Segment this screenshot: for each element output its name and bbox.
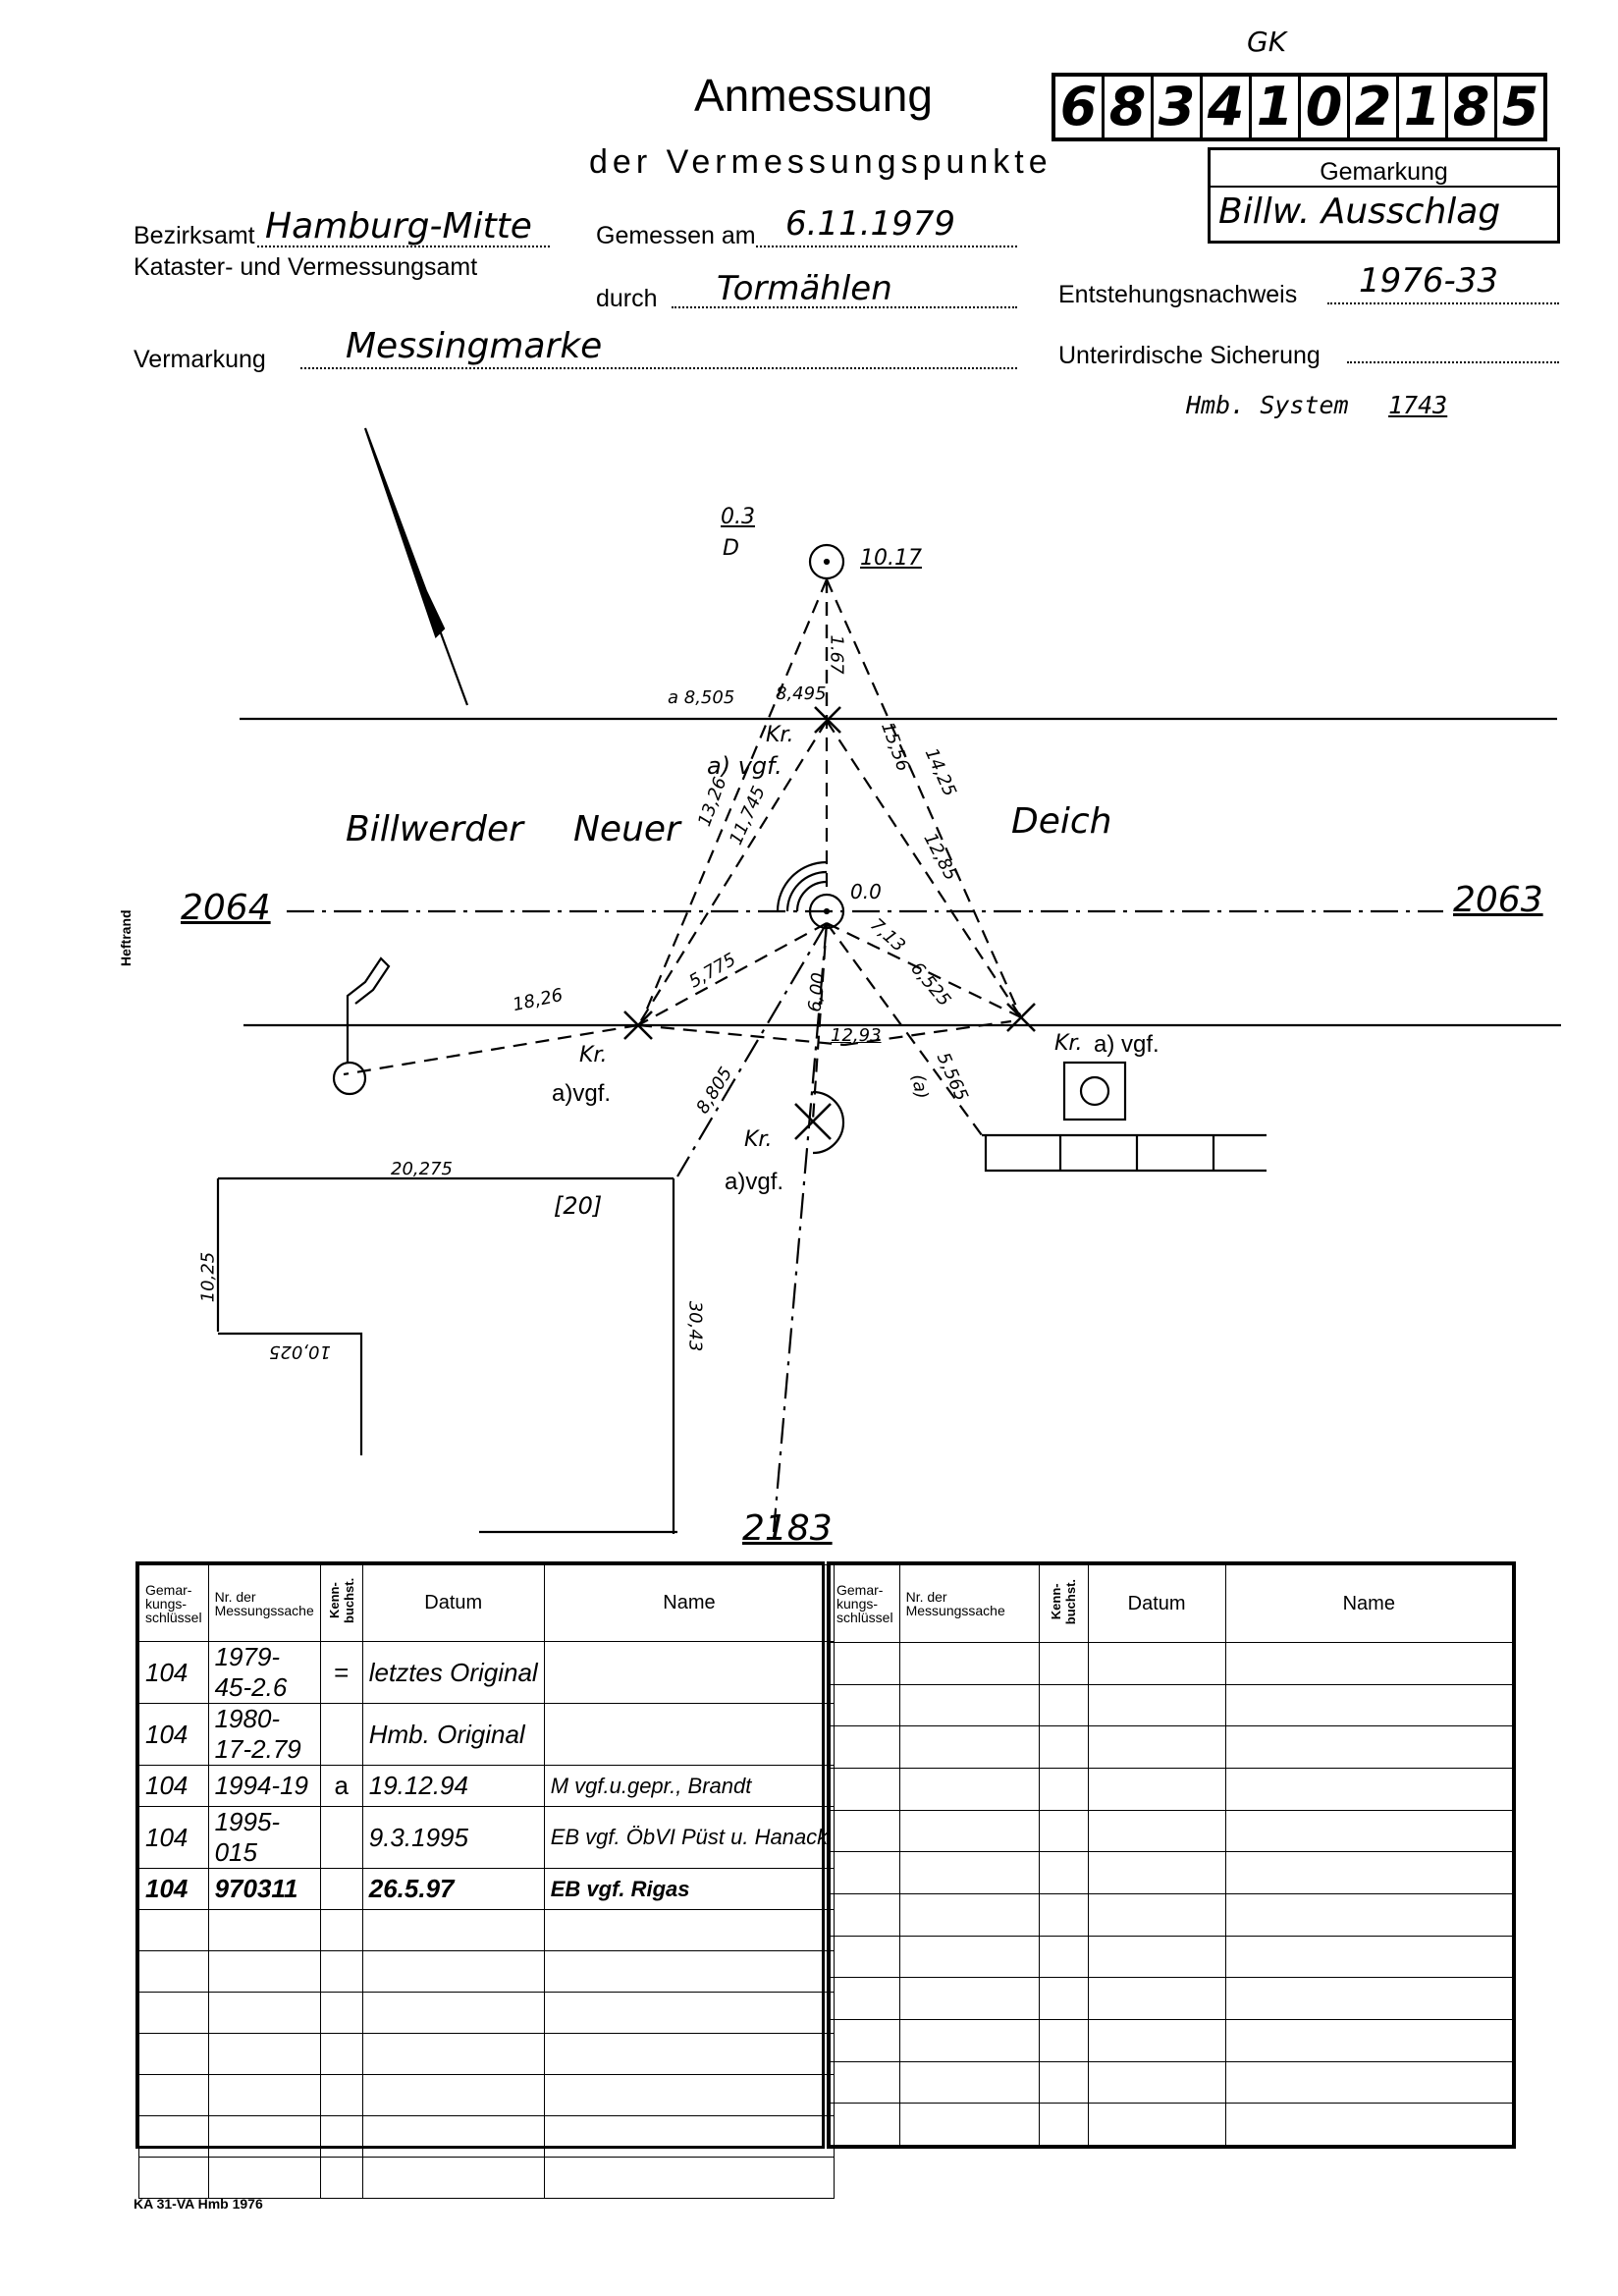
measurement: 18,26 — [511, 984, 566, 1016]
vermarkung-value: Messingmarke — [346, 326, 603, 366]
measurement: 30,43 — [684, 1300, 706, 1352]
table-cell: 1994-19 — [208, 1766, 320, 1807]
table-row — [139, 2158, 835, 2199]
table-row — [831, 2104, 1513, 2146]
table-cell: 104 — [139, 1766, 209, 1807]
table-cell: EB vgf. ÖbVI Püst u. Hanack — [544, 1807, 834, 1869]
col-header-name: Name — [1225, 1565, 1512, 1643]
table-row — [139, 1993, 835, 2034]
table-row — [831, 1978, 1513, 2020]
table-cell — [831, 2061, 900, 2104]
table-cell — [1225, 1684, 1512, 1726]
table-cell — [831, 1978, 900, 2020]
system-value: 1743 — [1388, 391, 1448, 419]
col-header-kennbuchst: Kenn- buchst. — [1039, 1565, 1088, 1643]
table-cell — [1088, 1684, 1225, 1726]
table-cell: 1979-45-2.6 — [208, 1642, 320, 1704]
table-cell — [1225, 1852, 1512, 1894]
table-cell — [831, 1769, 900, 1811]
table-cell — [1039, 2019, 1088, 2061]
table-cell — [139, 2116, 209, 2158]
page-subtitle: der Vermessungspunkte — [589, 143, 1052, 181]
measurement: 20,275 — [391, 1159, 453, 1179]
table-cell — [208, 1910, 320, 1951]
table-cell — [1225, 2104, 1512, 2146]
table-row — [139, 2116, 835, 2158]
table-cell — [139, 2158, 209, 2199]
table-cell — [1039, 1894, 1088, 1937]
table-cell — [899, 1810, 1039, 1852]
point-bottom: 2183 — [742, 1508, 833, 1549]
table-cell — [831, 1936, 900, 1978]
kr-label-bottom: Kr. — [744, 1127, 773, 1152]
col-header-datum: Datum — [362, 1565, 544, 1642]
table-cell — [899, 1978, 1039, 2020]
table-cell — [139, 2034, 209, 2075]
table-cell — [139, 2075, 209, 2116]
table-cell — [899, 1769, 1039, 1811]
table-cell — [362, 1910, 544, 1951]
table-cell — [1088, 1894, 1225, 1937]
measurement: 15,56 — [877, 719, 914, 775]
table-cell: 104 — [139, 1642, 209, 1704]
point-number-digit: 1 — [1252, 77, 1301, 137]
measurement: 6,525 — [906, 958, 955, 1011]
table-cell — [1039, 1643, 1088, 1685]
table-cell: 1980-17-2.79 — [208, 1704, 320, 1766]
table-row — [831, 2019, 1513, 2061]
entstehung-value: 1976-33 — [1359, 261, 1499, 301]
kr-label-top: Kr. — [766, 723, 794, 747]
table-cell — [320, 1993, 362, 2034]
gemarkung-label: Gemarkung — [1320, 158, 1448, 186]
table-cell — [320, 2034, 362, 2075]
table-cell — [544, 2034, 834, 2075]
gemessen-value: 6.11.1979 — [785, 204, 956, 244]
table-row — [139, 2075, 835, 2116]
kataster-label: Kataster- und Vermessungsamt — [134, 253, 478, 281]
table-cell — [544, 2116, 834, 2158]
side-label: Heftrand — [118, 909, 134, 966]
table-cell — [1088, 1726, 1225, 1769]
point-number-digit: 8 — [1105, 77, 1154, 137]
measurement: 6,00 — [804, 971, 830, 1013]
table-cell: 970311 — [208, 1869, 320, 1910]
table-cell — [320, 2158, 362, 2199]
table-cell — [899, 2104, 1039, 2146]
col-header-schluessel: Gemar- kungs- schlüssel — [831, 1565, 900, 1643]
table-cell — [1225, 1769, 1512, 1811]
table-cell — [320, 1869, 362, 1910]
table-cell: 19.12.94 — [362, 1766, 544, 1807]
col-header-name: Name — [544, 1565, 834, 1642]
col-header-kennbuchst: Kenn- buchst. — [320, 1565, 362, 1642]
table-row — [139, 1807, 835, 1869]
table-cell — [208, 2158, 320, 2199]
table-cell — [1225, 1936, 1512, 1978]
table-cell — [831, 2104, 900, 2146]
table-cell: a — [320, 1766, 362, 1807]
point-number-digit: 6 — [1055, 77, 1105, 137]
table-cell — [544, 1642, 834, 1704]
table-cell — [1088, 1936, 1225, 1978]
table-cell: EB vgf. Rigas — [544, 1869, 834, 1910]
table-cell — [1088, 2061, 1225, 2104]
table-cell — [320, 1951, 362, 1993]
measurement: 7,13 — [866, 914, 909, 957]
bezirksamt-label: Bezirksamt — [134, 222, 255, 249]
system-label: Hmb. System — [1186, 391, 1349, 419]
table-cell — [1039, 2061, 1088, 2104]
point-number-digit: 5 — [1501, 76, 1539, 137]
table-cell: = — [320, 1642, 362, 1704]
measurement: a 8,505 — [668, 687, 735, 708]
measurement: 12,85 — [919, 829, 962, 885]
table-row — [831, 1684, 1513, 1726]
point-number-digit: 2 — [1350, 77, 1399, 137]
table-cell — [1039, 1936, 1088, 1978]
table-cell — [899, 1684, 1039, 1726]
kr-label-right: Kr. — [1054, 1031, 1083, 1056]
center-value: 0.0 — [850, 880, 882, 903]
kr-label-left: Kr. — [579, 1043, 608, 1067]
street-name-mid: Neuer — [573, 809, 680, 849]
measurement: 14,25 — [920, 744, 960, 800]
table-cell — [1039, 1978, 1088, 2020]
measurement: 8,495 — [776, 683, 827, 704]
table-cell — [208, 2116, 320, 2158]
table-cell — [362, 2116, 544, 2158]
measurement: 10,025 — [269, 1341, 331, 1362]
table-cell — [831, 1894, 900, 1937]
table-cell — [831, 1726, 900, 1769]
table-cell — [362, 1951, 544, 1993]
gemessen-label: Gemessen am — [596, 222, 756, 249]
table-cell — [362, 2034, 544, 2075]
bracket-label: [20] — [554, 1192, 603, 1220]
measurement: 13,26 — [694, 774, 731, 830]
table-cell — [544, 1951, 834, 1993]
table-row — [139, 2034, 835, 2075]
table-cell — [208, 1951, 320, 1993]
table-cell — [1088, 2104, 1225, 2146]
table-cell — [139, 1910, 209, 1951]
north-arrow-icon — [365, 428, 467, 705]
table-cell — [320, 2075, 362, 2116]
entstehung-label: Entstehungsnachweis — [1058, 281, 1298, 308]
point-right: 2063 — [1453, 880, 1543, 920]
table-cell — [1225, 1978, 1512, 2020]
bezirksamt-value: Hamburg-Mitte — [265, 206, 532, 246]
table-cell — [208, 1993, 320, 2034]
table-cell — [1039, 1810, 1088, 1852]
form-code: KA 31-VA Hmb 1976 — [134, 2196, 263, 2212]
point-number-digit: 4 — [1203, 77, 1252, 137]
table-cell — [899, 1852, 1039, 1894]
table-cell — [1225, 1810, 1512, 1852]
ledger-left — [135, 1561, 829, 2149]
table-cell — [1088, 1643, 1225, 1685]
a-paren-label: (a) — [907, 1072, 933, 1101]
table-cell: 104 — [139, 1869, 209, 1910]
table-row — [139, 1951, 835, 1993]
table-cell — [1225, 1726, 1512, 1769]
table-cell — [362, 2158, 544, 2199]
table-cell — [1225, 2061, 1512, 2104]
table-cell — [362, 2075, 544, 2116]
top-point-value: 10.17 — [860, 546, 922, 571]
measurement: 1.67 — [826, 634, 847, 675]
table-cell — [208, 2075, 320, 2116]
table-row — [831, 1894, 1513, 1937]
table-cell — [544, 1704, 834, 1766]
point-number-digit: 8 — [1448, 77, 1497, 137]
table-row — [139, 1704, 835, 1766]
table-row — [831, 1769, 1513, 1811]
durch-value: Tormählen — [717, 269, 892, 308]
table-cell — [1225, 1894, 1512, 1937]
durch-label: durch — [596, 285, 658, 312]
table-cell: M vgf.u.gepr., Brandt — [544, 1766, 834, 1807]
table-cell — [362, 1993, 544, 2034]
table-cell: 104 — [139, 1807, 209, 1869]
table-cell — [139, 1993, 209, 2034]
table-cell — [1088, 1852, 1225, 1894]
table-cell — [139, 1951, 209, 1993]
table-cell — [544, 1993, 834, 2034]
point-left: 2064 — [181, 888, 271, 928]
table-cell: letztes Original — [362, 1642, 544, 1704]
col-header-messungssache: Nr. der Messungssache — [899, 1565, 1039, 1643]
table-cell: 26.5.97 — [362, 1869, 544, 1910]
table-cell — [831, 1810, 900, 1852]
table-cell — [320, 1910, 362, 1951]
page-title: Anmessung — [694, 70, 933, 121]
table-cell: 9.3.1995 — [362, 1807, 544, 1869]
measurement: 8,805 — [692, 1064, 737, 1118]
table-cell — [320, 2116, 362, 2158]
table-row — [831, 1852, 1513, 1894]
col-header-schluessel: Gemar- kungs- schlüssel — [139, 1565, 209, 1642]
table-row — [831, 1810, 1513, 1852]
gemarkung-value: Billw. Ausschlag — [1218, 191, 1501, 232]
point-number-digit: 0 — [1301, 77, 1350, 137]
top-fraction-num: 0.3 — [721, 505, 755, 529]
table-row — [139, 1642, 835, 1704]
table-cell — [831, 1684, 900, 1726]
point-number-digit: 3 — [1154, 77, 1203, 137]
avgf-label-bottom: a)vgf. — [725, 1169, 784, 1195]
measurement: 5,775 — [685, 949, 740, 993]
table-row — [831, 1936, 1513, 1978]
col-header-messungssache: Nr. der Messungssache — [208, 1565, 320, 1642]
table-cell — [544, 2158, 834, 2199]
vermarkung-label: Vermarkung — [134, 346, 266, 373]
table-cell — [831, 1852, 900, 1894]
table-cell — [1039, 1852, 1088, 1894]
avgf-label-right: a) vgf. — [1094, 1031, 1160, 1058]
table-cell — [544, 2075, 834, 2116]
ledger-right — [827, 1561, 1516, 2149]
table-cell — [1088, 1978, 1225, 2020]
table-row — [139, 1869, 835, 1910]
table-cell — [1088, 2019, 1225, 2061]
table-row — [831, 1643, 1513, 1685]
table-cell — [831, 1643, 900, 1685]
table-row — [831, 2061, 1513, 2104]
table-cell — [899, 1643, 1039, 1685]
measurement: 12,93 — [831, 1025, 882, 1046]
avgf-label-top: a) vgf. — [707, 752, 782, 780]
measurement: 11,745 — [726, 783, 770, 848]
table-row — [139, 1766, 835, 1807]
table-cell — [1225, 1643, 1512, 1685]
measurement: 10,25 — [197, 1251, 219, 1303]
table-row — [831, 1726, 1513, 1769]
street-name-right: Deich — [1011, 801, 1112, 842]
col-header-datum: Datum — [1088, 1565, 1225, 1643]
point-number-digit: 1 — [1399, 77, 1448, 137]
table-cell — [899, 1894, 1039, 1937]
table-cell — [1039, 1684, 1088, 1726]
table-cell — [1088, 1810, 1225, 1852]
avgf-label-left: a)vgf. — [552, 1080, 612, 1107]
table-row — [139, 1910, 835, 1951]
top-fraction-den: D — [723, 536, 739, 561]
table-cell — [899, 2019, 1039, 2061]
table-cell: Hmb. Original — [362, 1704, 544, 1766]
table-cell — [899, 1726, 1039, 1769]
street-name-left: Billwerder — [346, 809, 523, 849]
table-cell — [899, 1936, 1039, 1978]
table-cell — [1225, 2019, 1512, 2061]
table-cell — [899, 2061, 1039, 2104]
table-cell — [831, 2019, 900, 2061]
table-cell: 1995-015 — [208, 1807, 320, 1869]
table-cell — [208, 2034, 320, 2075]
sicherung-label: Unterirdische Sicherung — [1058, 342, 1321, 369]
table-cell: 104 — [139, 1704, 209, 1766]
table-cell — [1039, 1769, 1088, 1811]
corner-mark: GK — [1247, 26, 1287, 58]
table-cell — [1088, 1769, 1225, 1811]
table-cell — [1039, 2104, 1088, 2146]
table-cell — [544, 1910, 834, 1951]
table-cell — [320, 1704, 362, 1766]
table-cell — [1039, 1726, 1088, 1769]
table-cell — [320, 1807, 362, 1869]
measurement: 5,565 — [932, 1049, 972, 1105]
